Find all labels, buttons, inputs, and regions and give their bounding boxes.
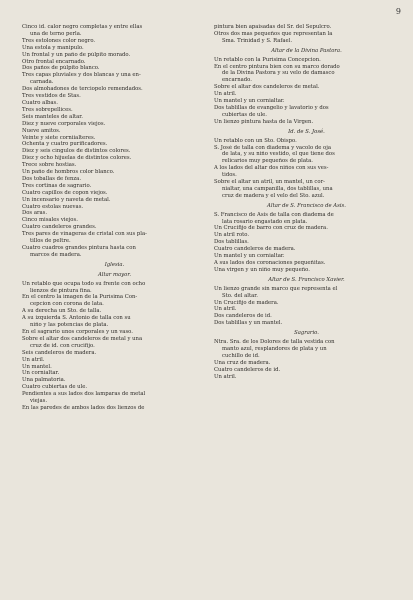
inventory-line: nialtar, una campanilla, dos tablillas, una bbox=[222, 185, 333, 192]
inventory-line: Un lienzo pintura hasta de la Virgen. bbox=[214, 118, 314, 125]
inventory-line: Sobre el altar dos candeleros de metal. bbox=[214, 84, 320, 91]
right-column bbox=[214, 24, 399, 381]
inventory-line: Otro frontal encarnado. bbox=[22, 58, 86, 65]
inventory-line: S. Francisco de Asis de talla con diadema de bbox=[214, 211, 334, 218]
inventory-line: Dos aras. bbox=[22, 210, 48, 217]
inventory-line: carnada. bbox=[30, 79, 54, 86]
inventory-line: relicarios muy pequeños de plata. bbox=[222, 158, 313, 165]
inventory-line: manto azul, resplandores de plata y un bbox=[222, 345, 327, 352]
inventory-line: una de terno perla. bbox=[30, 30, 82, 37]
inventory-line: Un paño de hombros color blanco. bbox=[22, 169, 115, 176]
inventory-line: cepcion con corona de lata. bbox=[30, 301, 104, 308]
inventory-line: lata rosario engastado en plata. bbox=[222, 218, 308, 225]
page-number: 9 bbox=[395, 7, 401, 16]
left-column bbox=[22, 24, 207, 412]
inventory-line: A sus lados dos coronaciones pequeñitas. bbox=[214, 260, 326, 266]
inventory-line: Tres vestidos de Stas. bbox=[22, 93, 81, 100]
inventory-line: Cuatro cubiertas de ule. bbox=[22, 384, 88, 391]
inventory-line: Tres sobrepellices. bbox=[22, 106, 73, 113]
section-heading: Id. de S. José. bbox=[288, 128, 325, 135]
inventory-line: Sto. del altar. bbox=[222, 292, 258, 299]
inventory-line: Seis candeleros de madera. bbox=[22, 349, 97, 356]
inventory-line: tillos de peltre. bbox=[30, 238, 71, 245]
inventory-line: Otros dos mas pequeños que representan la bbox=[214, 30, 333, 37]
inventory-line: de lata, y su niño vestido, el que tiene dos bbox=[222, 151, 335, 158]
section-heading: Iglesia. bbox=[104, 261, 125, 268]
inventory-line: Un retablo con un Sto. Obispo. bbox=[214, 137, 297, 144]
inventory-line: Trece sobre hostias. bbox=[22, 162, 77, 169]
inventory-line: marcos de madera. bbox=[30, 251, 82, 258]
inventory-line: Ochenta y cuatro purificadores. bbox=[22, 141, 108, 148]
inventory-line: Un mantel y un cornialtar. bbox=[214, 98, 285, 105]
inventory-line: tidos. bbox=[222, 172, 237, 179]
section-heading: Sagrario. bbox=[294, 330, 319, 337]
inventory-line: Un atril. bbox=[22, 356, 45, 363]
inventory-line: Una virgen y un niño muy pequeño. bbox=[214, 266, 310, 273]
inventory-line: Tres pares de vinageras de cristal con sus pla- bbox=[22, 231, 147, 238]
inventory-line: Un frontal y un paño de púlpito morado. bbox=[22, 51, 131, 58]
inventory-line: Dos candeleros de id. bbox=[214, 313, 272, 320]
inventory-line: Un atril. bbox=[214, 306, 237, 313]
inventory-line: Sobre el altar dos candeleros de metal y una bbox=[22, 335, 143, 342]
inventory-line: Un mantel y un cornialtar. bbox=[214, 253, 285, 260]
inventory-line: Cinco misales viejos. bbox=[22, 217, 78, 224]
inventory-line: Pendientes a sus lados dos lamparas de metal bbox=[22, 391, 146, 398]
inventory-line: Cuatro capillos de copon viejos. bbox=[22, 189, 108, 196]
inventory-line: Cuatro albas. bbox=[22, 99, 58, 106]
inventory-line: Seis manteles de altar. bbox=[22, 113, 83, 120]
inventory-line: Dos tablillas de evangelio y lavatorio y dos bbox=[214, 104, 329, 111]
section-heading: Altar mayor. bbox=[97, 271, 132, 278]
inventory-line: de la Divina Pastora y su velo de damasco bbox=[222, 70, 335, 77]
inventory-line: Dos tablillas. bbox=[214, 239, 249, 246]
inventory-line: Un atril. bbox=[214, 91, 237, 98]
inventory-line: A su izquierda S. Antonio de talla con su bbox=[22, 315, 131, 322]
inventory-line: Dos paños de púlpito blanco. bbox=[22, 65, 100, 72]
inventory-line: Tres estolones color negro. bbox=[22, 37, 96, 44]
inventory-line: Una palmatoria. bbox=[22, 377, 66, 384]
inventory-line: Tres cortinas de sagrario. bbox=[22, 182, 92, 189]
inventory-line: Un atril. bbox=[214, 373, 237, 380]
inventory-line: Tres capas pluviales y dos blancas y una en- bbox=[22, 72, 141, 79]
inventory-line: En las paredes de ambos lados dos lienzos de bbox=[22, 404, 145, 411]
section-heading: Altar de la Divina Pastora. bbox=[271, 47, 342, 54]
inventory-line: Un retablo que ocupa todo su frente con ocho bbox=[22, 280, 146, 287]
inventory-line: Un lienzo grande sin marco que representa el bbox=[214, 285, 338, 292]
section-heading: Altar de S. Francisco de Asis. bbox=[267, 202, 346, 209]
inventory-line: Diez y ocho hijuelas de distintos colores. bbox=[22, 155, 132, 162]
inventory-line: lienzos de pintura fina. bbox=[30, 287, 92, 294]
section-heading: Altar de S. Francisco Xavier. bbox=[268, 276, 345, 283]
inventory-line: Un Crucifijo de barro con cruz de madera. bbox=[214, 225, 328, 232]
inventory-line: Cuatro cuadros grandes pintura hasta con bbox=[22, 245, 136, 251]
inventory-line: Sobre el altar un atril, un mantel, un cor- bbox=[214, 179, 325, 186]
inventory-line: Una cruz de madera. bbox=[214, 359, 271, 366]
inventory-line: Dos tablillas y un mantel. bbox=[214, 320, 283, 327]
inventory-line: pintura bien apaisadas del Sr. del Sepulcro. bbox=[214, 24, 332, 30]
inventory-line: Dos almohadones de terciopelo remendados. bbox=[22, 86, 143, 93]
inventory-line: Cuatro candeleros de madera. bbox=[214, 246, 296, 253]
inventory-line: Un mantel. bbox=[22, 363, 52, 370]
inventory-line: viejas. bbox=[30, 398, 48, 405]
inventory-line: Cinco id. calor negro completas y entre ellas bbox=[22, 24, 143, 30]
inventory-line: Diez y nueve corporales viejos. bbox=[22, 120, 106, 127]
inventory-line: niño y las potencias de plata. bbox=[30, 322, 109, 329]
inventory-line: En el centro pintura bien con su marco dorado bbox=[214, 63, 340, 70]
inventory-line: S. José de talla con diadema y vacolo de oja bbox=[214, 144, 332, 151]
inventory-line: A los lados del altar dos niños con sus ves- bbox=[214, 165, 329, 172]
inventory-line: encarnado. bbox=[222, 77, 252, 84]
inventory-line: Una estola y manipulo. bbox=[22, 44, 84, 51]
inventory-line: Sma. Trinidad y S. Rafael. bbox=[222, 37, 293, 44]
inventory-line: Un Crucifijo de madera. bbox=[214, 299, 279, 306]
inventory-line: cruz de id. con crucifijo. bbox=[30, 342, 95, 349]
inventory-line: Cuatro candeleros grandes. bbox=[22, 224, 97, 231]
inventory-line: En el sagrario unos corporales y un vaso. bbox=[22, 328, 133, 335]
inventory-line: Nueve amitos. bbox=[22, 127, 61, 134]
inventory-line: Veinte y siete corniialteres. bbox=[22, 134, 96, 141]
inventory-line: cruz de madera y el velo del Sto. azul. bbox=[222, 192, 325, 199]
inventory-line: Un cornialtar. bbox=[22, 370, 60, 377]
inventory-line: Un incensario y naveta de metal. bbox=[22, 196, 111, 203]
inventory-line: Cuatro candeleros de id. bbox=[214, 366, 281, 373]
inventory-line: Ntra. Sra. de los Dolores de talla vestida con bbox=[214, 339, 335, 346]
inventory-line: Un atril roto. bbox=[214, 232, 250, 239]
inventory-line: Cuatro estolas nuevas. bbox=[22, 203, 84, 210]
inventory-line: cubiertas de ule. bbox=[222, 111, 267, 118]
inventory-line: cuchillo de id. bbox=[222, 352, 260, 359]
inventory-line: Diez y seis cíngulos de distintos colores. bbox=[22, 148, 131, 155]
inventory-line: Dos toballas de fenza. bbox=[22, 175, 82, 182]
inventory-line: En el centro la imagen de la Purísima Con- bbox=[22, 294, 138, 301]
inventory-line: A su derecha un Sto. de talla. bbox=[22, 308, 102, 315]
inventory-line: Un retablo con la Purísima Concepcion. bbox=[214, 56, 321, 63]
